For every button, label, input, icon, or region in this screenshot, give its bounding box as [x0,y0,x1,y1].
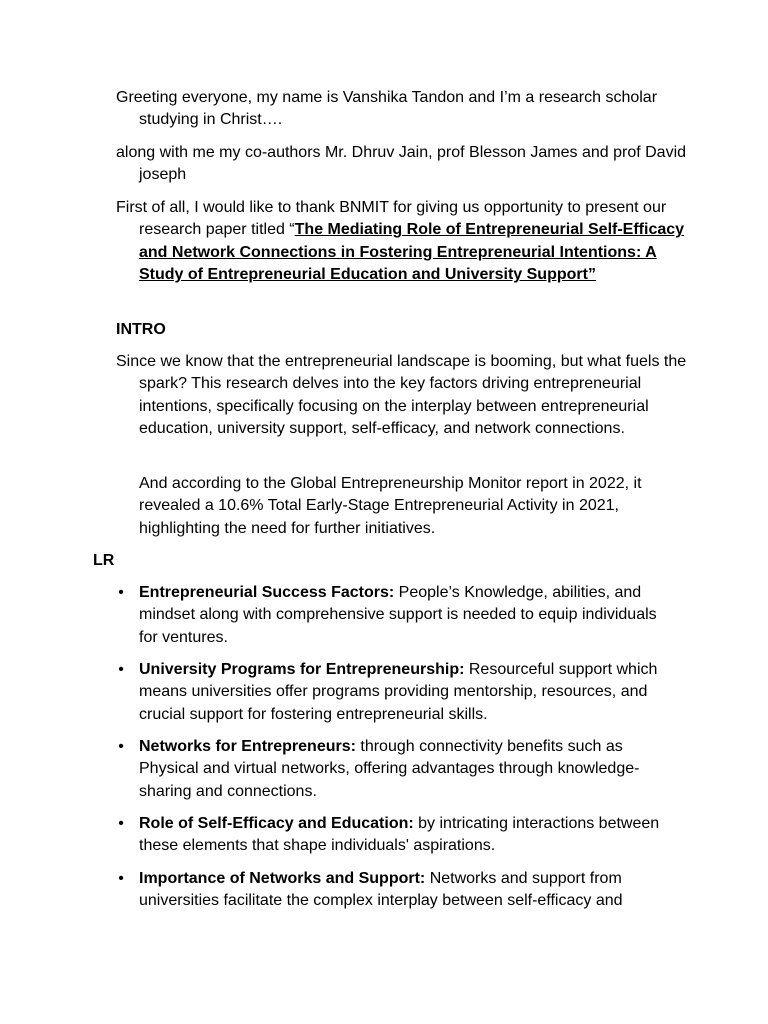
greeting-paragraph: Greeting everyone, my name is Vanshika Tandon and I’m a research scholar studying in Christ…. [116,89,658,129]
gem-paragraph: And according to the Global Entrepreneurship Monitor report in 2022, it revealed a 10.6% Total Early-Stage Entrepreneurial Activity in 2021, highlighting the need for further initiatives. [139,475,642,537]
bullet-marker: • [118,661,124,678]
bullet-lead: Entrepreneurial Success Factors: [139,584,395,601]
coauthors-paragraph: along with me my co-authors Mr. Dhruv Jain, prof Blesson James and prof David joseph [116,144,687,184]
bullet-success-factors [118,582,676,649]
thanks-paragraph [116,197,699,287]
bullet-text: through connectivity benefits such as Physical and virtual networks, offering advantages through knowledge-sharing and connections. [139,738,640,800]
bullet-text: Resourceful support which means universities offer programs providing mentorship, resources, and crucial support for fostering entrepreneurial skills. [139,661,658,723]
thanks-prefix: First of all, I would like to thank BNMIT for giving us opportunity to present our research paper titled “ [116,199,667,239]
bullet-networks-support [118,868,676,913]
paper-title: The Mediating Role of Entrepreneurial Self-Efficacy and Network Connections in Fostering Entrepreneurial Intentions: A Study of Entrepreneurial Education and University Support” [139,221,685,284]
bullet-university-programs [118,659,676,726]
bullet-lead: University Programs for Entrepreneurship: [139,661,465,678]
bullet-text: by intricating interactions between these elements that shape individuals' aspirations. [139,815,660,855]
bullet-marker: • [118,584,124,601]
bullet-marker: • [118,870,124,887]
bullet-marker: • [118,815,124,832]
bullet-self-efficacy [118,813,676,858]
bullet-text: People’s Knowledge, abilities, and mindset along with comprehensive support is needed to equip individuals for ventures. [139,584,657,646]
bullet-lead: Networks for Entrepreneurs: [139,738,356,755]
bullet-lead: Importance of Networks and Support: [139,870,426,887]
bullet-marker: • [118,738,124,755]
intro-body-paragraph: Since we know that the entrepreneurial landscape is booming, but what fuels the spark? This research delves into the key factors driving entrepreneurial intentions, specifically focusing on the interplay between entrepreneurial education, university support, self-efficacy, and network connections. [116,353,687,438]
bullet-lead: Role of Self-Efficacy and Education: [139,815,414,832]
lr-heading: LR [93,552,115,569]
bullet-networks [118,736,676,803]
bullet-text: Networks and support from universities facilitate the complex interplay between self-efficacy and [139,870,623,910]
intro-heading: INTRO [116,321,166,338]
